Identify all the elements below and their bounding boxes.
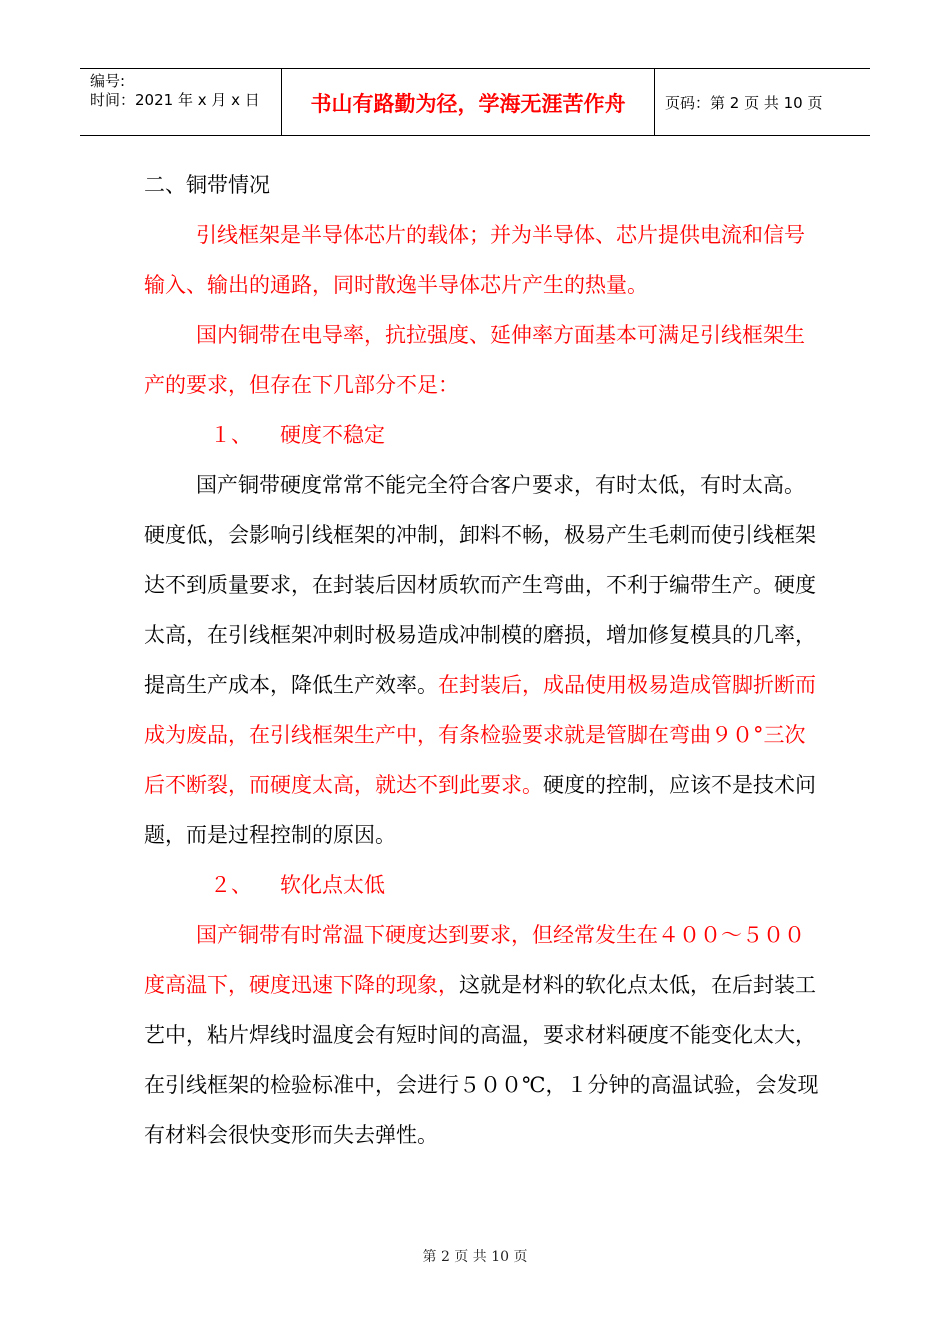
list-item-softening	[144, 860, 824, 910]
hardness-highlight: 在封装后，成品使用极易造成管脚折断而成为废品，在引线框架生产中，有条检验要求就是管脚在弯曲９０°三次后不断裂，而硬度太高，就达不到此要求。	[144, 673, 816, 797]
paragraph-softening	[144, 910, 824, 1160]
list-item-number: ２、	[210, 873, 252, 897]
header-meta-cell	[80, 69, 282, 135]
list-item-hardness	[144, 410, 824, 460]
document-header	[80, 68, 870, 136]
softening-highlight: 国产铜带有时常温下硬度达到要求，但经常发生在４００～５００度高温下，硬度迅速下降的现象，	[144, 923, 805, 997]
paragraph-hardness	[144, 460, 824, 860]
document-number-label: 编号:	[90, 72, 126, 90]
page-footer: 第 2 页 共 10 页	[422, 1249, 528, 1265]
list-item-title: 硬度不稳定	[280, 423, 385, 447]
document-date-label: 时间：2021 年 x 月 x 日	[90, 91, 260, 109]
paragraph-domestic: 国内铜带在电导率，抗拉强度、延伸率方面基本可满足引线框架生产的要求，但存在下几部分不足：	[144, 323, 805, 397]
header-page-info: 页码：第 2 页 共 10 页	[665, 93, 823, 112]
softening-text: 这就是材料的软化点太低，在后封装工艺中，粘片焊线时温度会有短时间的高温，要求材料硬度不能变化太大，在引线框架的检验标准中，会进行５００℃，１分钟的高温试验，会发现有材料会很快变形而失去弹性。	[144, 973, 819, 1147]
hardness-conclusion: 硬度的控制，应该不是技术问题，而是过程控制的原因。	[144, 773, 816, 847]
section-title: 二、铜带情况	[144, 173, 270, 197]
list-item-number: １、	[210, 423, 252, 447]
list-item-title: 软化点太低	[280, 873, 385, 897]
hardness-text: 国产铜带硬度常常不能完全符合客户要求，有时太低，有时太高。硬度低，会影响引线框架的冲制，卸料不畅，极易产生毛刺而使引线框架达不到质量要求，在封装后因材质软而产生弯曲，不利于编带生产。硬度太高，在引线框架冲刺时极易造成冲制模的磨损，增加修复模具的几率，提高生产成本，降低生产效率。	[144, 473, 816, 697]
header-motto: 书山有路勤为径，学海无涯苦作舟	[282, 69, 655, 135]
document-body	[144, 160, 824, 1160]
paragraph-intro: 引线框架是半导体芯片的载体；并为半导体、芯片提供电流和信号输入、输出的通路，同时散逸半导体芯片产生的热量。	[144, 223, 805, 297]
